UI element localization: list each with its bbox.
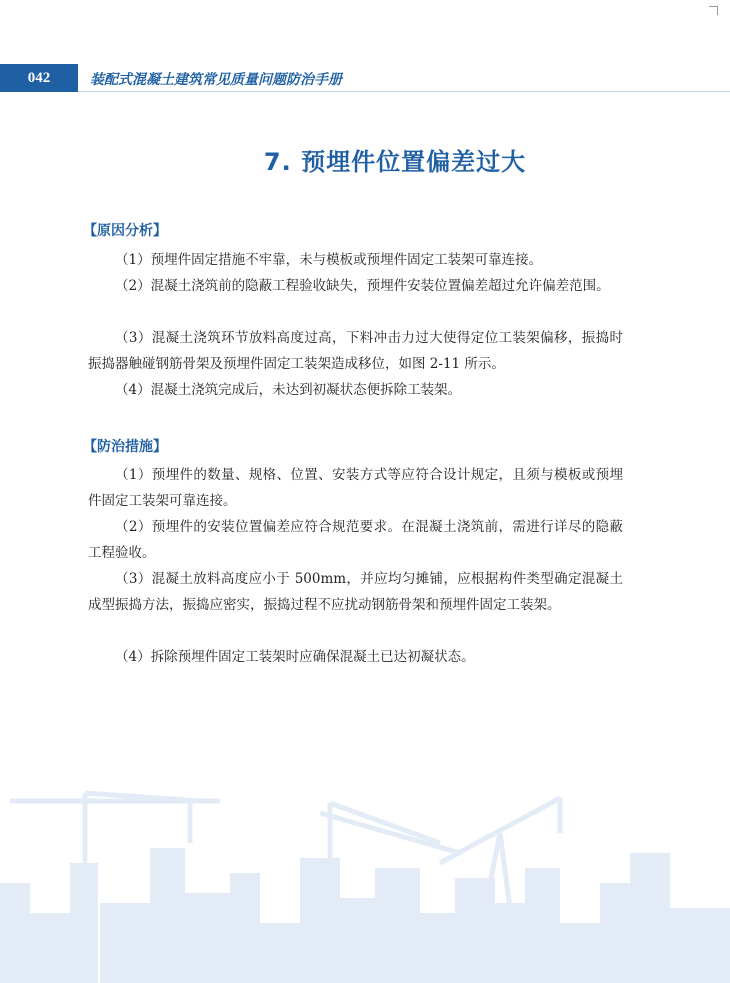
prevention-item-4: （4）拆除预埋件固定工装架时应确保混凝土已达初凝状态。	[115, 649, 475, 665]
book-title: 装配式混凝土建筑常见质量问题防治手册	[90, 72, 342, 88]
page-number: 042	[27, 70, 51, 86]
prevention-item-1: （1）预埋件的数量、规格、位置、安装方式等应符合设计规定，且须与模板或预埋件固定工装架可靠连接。	[88, 467, 623, 509]
header-rule	[78, 91, 730, 92]
crop-mark-top-right	[709, 6, 718, 15]
cause-item-2: （2）混凝土浇筑前的隐蔽工程验收缺失，预埋件安装位置偏差超过允许偏差范围。	[115, 278, 610, 294]
section-title: 7. 预埋件位置偏差过大	[263, 148, 527, 176]
cause-item-4: （4）混凝土浇筑完成后，未达到初凝状态便拆除工装架。	[115, 382, 462, 398]
city-crane-skyline-illustration	[0, 773, 730, 983]
prevention-item-3: （3）混凝土放料高度应小于 500mm，并应均匀摊铺，应根据构件类型确定混凝土成型振捣方法，振捣应密实，振捣过程不应扰动钢筋骨架和预埋件固定工装架。	[88, 571, 623, 613]
cause-item-1: （1）预埋件固定措施不牢靠，未与模板或预埋件固定工装架可靠连接。	[115, 252, 543, 268]
prevention-heading: 【防治措施】	[83, 439, 167, 455]
prevention-item-2: （2）预埋件的安装位置偏差应符合规范要求。在混凝土浇筑前，需进行详尽的隐蔽工程验收。	[88, 519, 623, 561]
cause-item-3: （3）混凝土浇筑环节放料高度过高，下料冲击力过大使得定位工装架偏移，振捣时振捣器触碰钢筋骨架及预埋件固定工装架造成移位，如图 2-11 所示。	[88, 330, 623, 372]
cause-analysis-heading: 【原因分析】	[83, 223, 167, 239]
